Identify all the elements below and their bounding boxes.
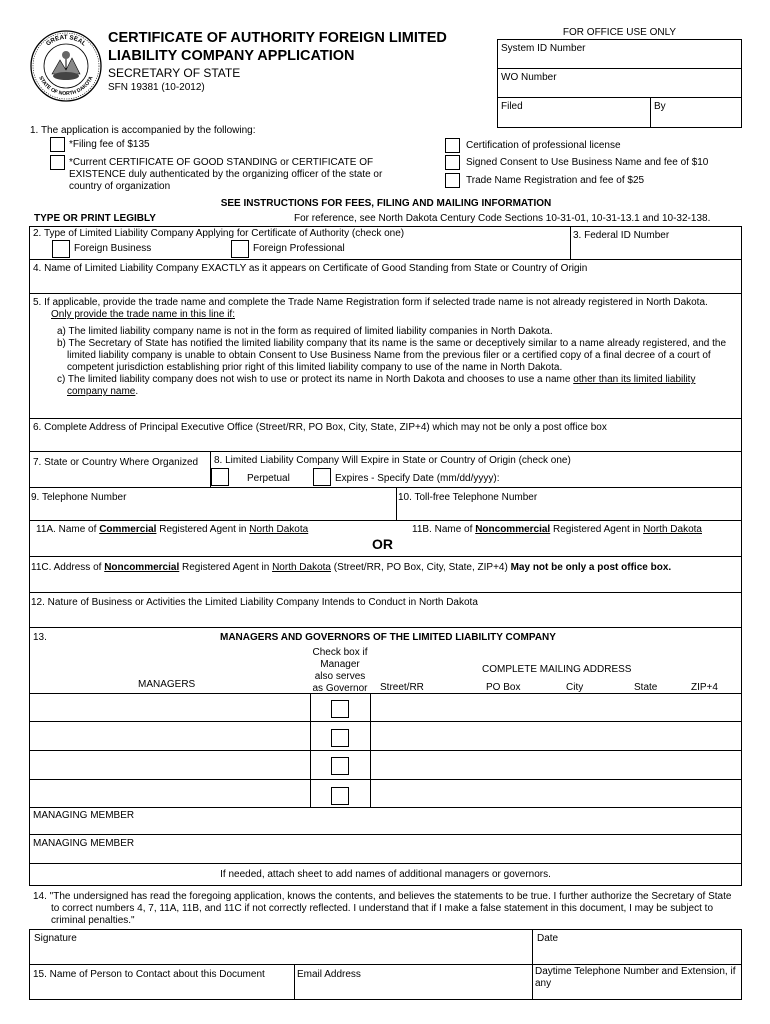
item6-address-label: 6. Complete Address of Principal Executive Office (Street/RR, PO Box, City, State, ZIP+4) which may not be only a post office box bbox=[33, 422, 607, 433]
item11c-state: North Dakota bbox=[272, 562, 331, 573]
item11c-prefix: 11C. Address of bbox=[31, 562, 105, 573]
item5-reason-a: a) The limited liability company name is not in the form as required of limited liability companies in North Dakota. bbox=[57, 326, 553, 337]
agency-name: SECRETARY OF STATE bbox=[108, 66, 241, 80]
daytime-phone-label-line1: Daytime Telephone Number and Extension, if bbox=[535, 966, 736, 977]
prof-license-label: Certification of professional license bbox=[466, 140, 621, 151]
prof-license-checkbox[interactable] bbox=[445, 138, 460, 153]
state-of-origin-input[interactable] bbox=[30, 470, 209, 486]
signed-consent-checkbox[interactable] bbox=[445, 155, 460, 170]
mailing-address-header: COMPLETE MAILING ADDRESS bbox=[482, 664, 632, 675]
item11a-mid: Registered Agent in bbox=[156, 524, 250, 535]
item5-reason-c1 bbox=[57, 374, 695, 386]
item11a-label bbox=[36, 524, 308, 536]
item11b-state: North Dakota bbox=[643, 524, 702, 535]
managers-column-header: MANAGERS bbox=[138, 679, 196, 690]
tollfree-input[interactable] bbox=[397, 503, 741, 519]
office-use-title: FOR OFFICE USE ONLY bbox=[562, 27, 677, 38]
item5-c2-end: . bbox=[135, 386, 139, 397]
governor-checkbox-row4[interactable] bbox=[331, 787, 349, 805]
item5-c1-underlined: other than its limited liability bbox=[573, 374, 696, 385]
form-number: SFN 19381 (10-2012) bbox=[108, 82, 205, 93]
principal-office-input[interactable] bbox=[30, 434, 741, 450]
svg-text:GREAT SEAL bbox=[45, 34, 88, 48]
foreign-professional-label: Foreign Professional bbox=[253, 243, 345, 254]
telephone-input[interactable] bbox=[30, 503, 395, 519]
seal-bottom-text: STATE OF NORTH DAKOTA bbox=[37, 75, 95, 98]
item5-c2-underlined: company name bbox=[67, 386, 136, 397]
item11c-mid: Registered Agent in bbox=[179, 562, 273, 573]
email-address-label: Email Address bbox=[297, 969, 361, 980]
item11a-commercial: Commercial bbox=[99, 524, 157, 535]
check-box-line2: Manager bbox=[320, 659, 360, 670]
item15-contact-label: 15. Name of Person to Contact about this Document bbox=[33, 969, 265, 980]
item11b-label bbox=[412, 524, 702, 536]
filing-fee-checkbox[interactable] bbox=[50, 137, 65, 152]
date-input[interactable] bbox=[533, 945, 741, 963]
item13-title: MANAGERS AND GOVERNORS OF THE LIMITED LIABILITY COMPANY bbox=[220, 632, 556, 643]
item11c-label bbox=[31, 562, 671, 574]
managing-member-label-2: MANAGING MEMBER bbox=[33, 838, 135, 849]
form-title-line2: LIABILITY COMPANY APPLICATION bbox=[108, 48, 355, 64]
item5-c1-text: c) The limited liability company does not wish to use or protect its name in North Dakota and chooses to use a name bbox=[57, 374, 574, 385]
item9-telephone-label: 9. Telephone Number bbox=[31, 492, 127, 503]
trade-name-input[interactable] bbox=[30, 399, 741, 417]
state-seal bbox=[30, 30, 102, 102]
item14-statement-line2: to correct numbers 4, 7, 11A, 11B, and 11C if not correctly reflected. I understand that if I make a false statement in this document, I may be subject to bbox=[51, 903, 714, 914]
filed-label: Filed bbox=[501, 101, 523, 112]
see-instructions: SEE INSTRUCTIONS FOR FEES, FILING AND MAILING INFORMATION bbox=[220, 198, 552, 209]
item5-reason-c2 bbox=[67, 386, 138, 398]
trade-name-checkbox[interactable] bbox=[445, 173, 460, 188]
item11b-noncommercial: Noncommercial bbox=[475, 524, 551, 535]
state-column-header: State bbox=[634, 682, 658, 693]
city-column-header: City bbox=[566, 682, 584, 693]
foreign-business-checkbox[interactable] bbox=[52, 240, 70, 258]
item5-reason-b3: competent jurisdiction establishing prior right of this limited liability company to use of the name in North Dakota. bbox=[67, 362, 563, 373]
item5-only-line: Only provide the trade name in this line if: bbox=[51, 309, 235, 320]
perpetual-label: Perpetual bbox=[247, 473, 290, 484]
trade-name-label: Trade Name Registration and fee of $25 bbox=[466, 175, 645, 186]
signed-consent-label: Signed Consent to Use Business Name and fee of $10 bbox=[466, 157, 709, 168]
item2-label: 2. Type of Limited Liability Company Applying for Certificate of Authority (check one) bbox=[33, 228, 405, 239]
item14-statement-line3: criminal penalties." bbox=[51, 915, 135, 926]
check-box-line3: also serves bbox=[314, 671, 366, 682]
item13-number: 13. bbox=[33, 632, 47, 643]
managing-member-label-1: MANAGING MEMBER bbox=[33, 810, 135, 821]
llc-name-input[interactable] bbox=[30, 275, 741, 292]
wo-number-label: WO Number bbox=[501, 72, 557, 83]
signature-input[interactable] bbox=[30, 945, 531, 963]
signature-label: Signature bbox=[34, 933, 77, 944]
governor-checkbox-row2[interactable] bbox=[331, 729, 349, 747]
foreign-professional-checkbox[interactable] bbox=[231, 240, 249, 258]
governor-checkbox-row1[interactable] bbox=[331, 700, 349, 718]
item5-reason-b2: limited liability company is unable to obtain Consent to Use Business Name from the previous filer or a certified copy of a final decree of a court of bbox=[67, 350, 711, 361]
attach-sheet-note: If needed, attach sheet to add names of additional managers or governors. bbox=[220, 869, 551, 880]
item3-federal-id-label: 3. Federal ID Number bbox=[573, 230, 670, 241]
item4-llc-name-label: 4. Name of Limited Liability Company EXACTLY as it appears on Certificate of Good Standing from State or Country of Origin bbox=[33, 263, 588, 274]
date-label: Date bbox=[537, 933, 559, 944]
federal-id-input[interactable] bbox=[571, 242, 741, 258]
ndcc-reference: For reference, see North Dakota Century Code Sections 10-31-01, 10-31-13.1 and 10-32-138. bbox=[294, 213, 711, 224]
item1-intro: 1. The application is accompanied by the following: bbox=[30, 125, 256, 136]
form-title-line1: CERTIFICATE OF AUTHORITY FOREIGN LIMITED bbox=[108, 30, 447, 46]
certificate-good-standing-checkbox[interactable] bbox=[50, 155, 65, 170]
po-box-column-header: PO Box bbox=[486, 682, 521, 693]
item11b-mid: Registered Agent in bbox=[550, 524, 644, 535]
item11a-prefix: 11A. Name of bbox=[36, 524, 100, 535]
street-column-header: Street/RR bbox=[380, 682, 424, 693]
item11a-state: North Dakota bbox=[249, 524, 309, 535]
item5-trade-name-label: 5. If applicable, provide the trade name and complete the Trade Name Registration form if selected trade name is not already registered in North Dakota. bbox=[33, 297, 708, 308]
item8-expire-label: 8. Limited Liability Company Will Expire in State or Country of Origin (check one) bbox=[214, 455, 571, 466]
check-box-line4: as Governor bbox=[312, 683, 368, 694]
by-label: By bbox=[654, 101, 666, 112]
item11b-prefix: 11B. Name of bbox=[412, 524, 476, 535]
item11c-tail: (Street/RR, PO Box, City, State, ZIP+4) bbox=[331, 562, 511, 573]
governor-checkbox-row3[interactable] bbox=[331, 757, 349, 775]
daytime-phone-label-line2: any bbox=[535, 978, 552, 989]
system-id-label: System ID Number bbox=[501, 43, 586, 54]
item5-reason-b1: b) The Secretary of State has notified the limited liability company that its name is the same or deceptively similar to a name already registered, and the bbox=[57, 338, 727, 349]
certificate-label-line2: EXISTENCE duly authenticated by the organizing officer of the state or bbox=[69, 169, 383, 180]
expires-label: Expires - Specify Date (mm/dd/yyyy): bbox=[335, 473, 500, 484]
type-or-print: TYPE OR PRINT LEGIBLY bbox=[34, 213, 156, 224]
item10-tollfree-label: 10. Toll-free Telephone Number bbox=[398, 492, 538, 503]
check-box-line1: Check box if bbox=[312, 647, 368, 658]
item11c-noncommercial: Noncommercial bbox=[104, 562, 180, 573]
or-separator: OR bbox=[372, 536, 393, 552]
item7-state-label: 7. State or Country Where Organized bbox=[33, 457, 199, 468]
seal-top-text: GREAT SEAL bbox=[44, 33, 88, 48]
item11c-warning: May not be only a post office box. bbox=[510, 562, 672, 573]
zip-column-header: ZIP+4 bbox=[691, 682, 718, 693]
perpetual-checkbox[interactable] bbox=[211, 468, 229, 486]
item12-nature-label: 12. Nature of Business or Activities the Limited Liability Company Intends to Conduct in North Dakota bbox=[31, 597, 478, 608]
certificate-label-line1: *Current CERTIFICATE OF GOOD STANDING or CERTIFICATE OF bbox=[69, 157, 374, 168]
filing-fee-label: *Filing fee of $135 bbox=[69, 139, 150, 150]
expires-checkbox[interactable] bbox=[313, 468, 331, 486]
foreign-business-label: Foreign Business bbox=[74, 243, 152, 254]
certificate-label-line3: country of organization bbox=[69, 181, 171, 192]
item14-statement-line1: 14. "The undersigned has read the foregoing application, knows the contents, and believes the statements to be true. I further authorize the Secretary of State bbox=[33, 891, 732, 902]
